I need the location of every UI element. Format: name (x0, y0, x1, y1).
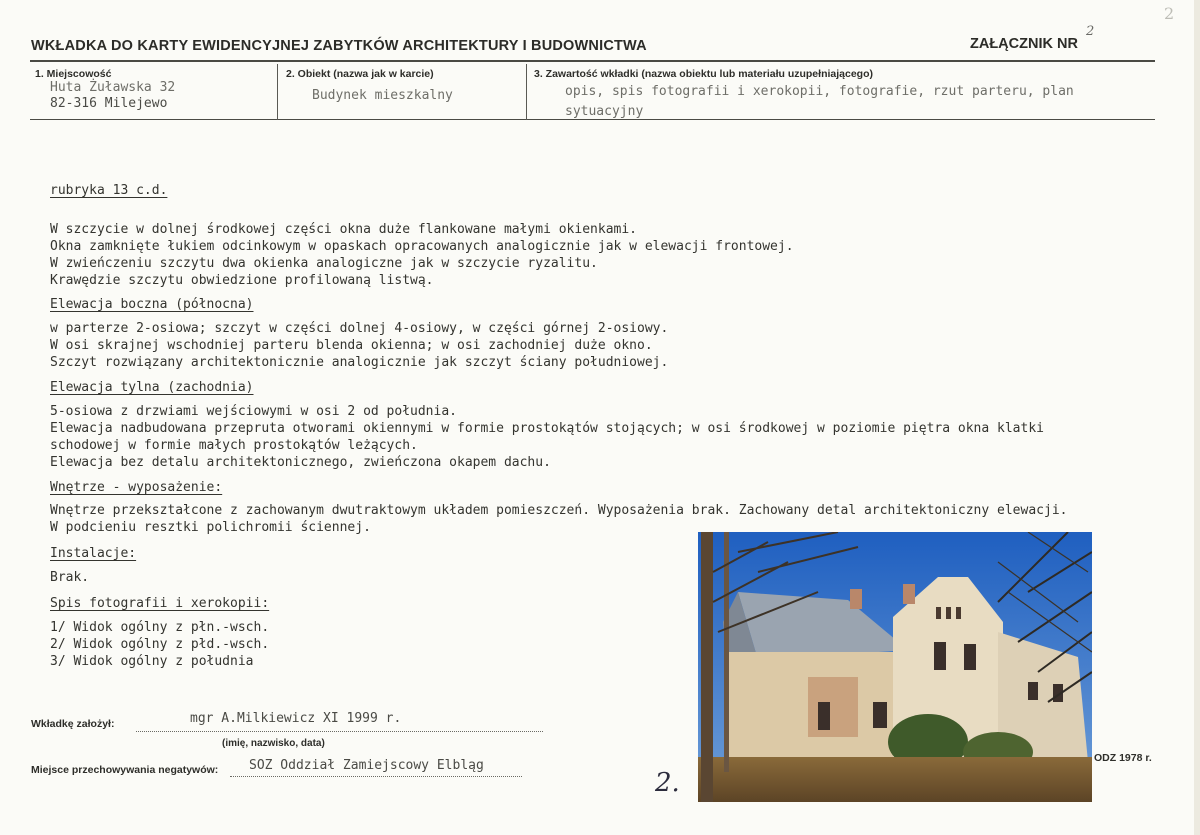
author-label: Wkładkę założył: (31, 718, 115, 730)
object-label: 2. Obiekt (nazwa jak w karcie) (286, 68, 434, 80)
object-value: Budynek mieszkalny (312, 88, 453, 103)
location-line-1: Huta Żuławska 32 (50, 80, 176, 95)
section-heading-side: Elewacja boczna (północna) (50, 297, 254, 312)
body-line: Wnętrze przekształcone z zachowanym dwutraktowym układem pomieszczeń. Wyposażenia brak. Zachowany detal architektoniczny elewacji. (50, 503, 1068, 518)
body-line: schodowej w formie małych prostokątów leżących. (50, 438, 418, 453)
body-line: W podcieniu resztki polichromii ściennej. (50, 520, 371, 535)
storage-label: Miejsce przechowywania negatywów: (31, 764, 219, 776)
body-line: Elewacja nadbudowana przepruta otworami okiennymi w formie prostokątów stojących; w osi środkowej w poziomie piętra okna klatki (50, 421, 1044, 436)
location-line-2: 82-316 Milejewo (50, 96, 168, 111)
header-top-rule (30, 60, 1155, 62)
form-title: WKŁADKA DO KARTY EWIDENCYJNEJ ZABYTKÓW ARCHITEKTURY I BUDOWNICTWA (31, 38, 647, 54)
attachment-label: ZAŁĄCZNIK NR (970, 36, 1078, 52)
author-dotted-line (136, 731, 543, 732)
photo-list-item: 1/ Widok ogólny z płn.-wsch. (50, 620, 270, 635)
body-line: W zwieńczeniu szczytu dwa okienka analogiczne jak w szczycie ryzalitu. (50, 256, 598, 271)
header-divider-2 (526, 64, 527, 120)
content-line-2: sytuacyjny (565, 104, 644, 119)
body-line: Elewacja bez detalu architektonicznego, zwieńczona okapem dachu. (50, 455, 551, 470)
body-line: Brak. (50, 570, 90, 585)
attachment-number: 2 (1086, 24, 1095, 39)
section-heading-install: Instalacje: (50, 546, 137, 561)
storage-dotted-line (230, 776, 522, 777)
body-line: W osi skrajnej wschodniej parteru blenda okienna; w osi zachodniej duże okno. (50, 338, 653, 353)
author-hint: (imię, nazwisko, data) (222, 738, 325, 749)
photo-list-item: 3/ Widok ogólny z południa (50, 654, 254, 669)
author-value: mgr A.Milkiewicz XI 1999 r. (190, 711, 402, 726)
form-code: ODZ 1978 r. (1094, 752, 1152, 764)
section-heading-interior: Wnętrze - wyposażenie: (50, 480, 223, 495)
body-line: Okna zamknięte łukiem odcinkowym w opaskach opracowanych analogicznie jak w elewacji frontowej. (50, 239, 794, 254)
photo-list-item: 2/ Widok ogólny z płd.-wsch. (50, 637, 270, 652)
handwritten-number: 2. (655, 768, 680, 798)
page-corner-number: 2 (1164, 4, 1175, 23)
section-heading-rear: Elewacja tylna (zachodnia) (50, 380, 254, 395)
section-heading-photos: Spis fotografii i xerokopii: (50, 596, 270, 611)
body-line: w parterze 2-osiowa; szczyt w części dolnej 4-osiowy, w części górnej 2-osiowy. (50, 321, 669, 336)
location-label: 1. Miejscowość (35, 68, 112, 80)
rubric-heading: rubryka 13 c.d. (50, 183, 168, 198)
body-line: 5-osiowa z drzwiami wejściowymi w osi 2 od południa. (50, 404, 457, 419)
house-photo-image (698, 532, 1092, 802)
paper-edge (1194, 0, 1200, 835)
body-line: W szczycie w dolnej środkowej części okna duże flankowane małymi okienkami. (50, 222, 637, 237)
house-photo (698, 532, 1092, 802)
content-label: 3. Zawartość wkładki (nazwa obiektu lub materiału uzupełniającego) (534, 68, 873, 80)
header-bottom-rule (30, 119, 1155, 120)
body-line: Szczyt rozwiązany architektonicznie analogicznie jak szczyt ściany południowej. (50, 355, 669, 370)
body-line: Krawędzie szczytu obwiedzione profilowaną listwą. (50, 273, 434, 288)
header-divider-1 (277, 64, 278, 120)
storage-value: SOZ Oddział Zamiejscowy Elbląg (249, 758, 484, 773)
content-line-1: opis, spis fotografii i xerokopii, fotografie, rzut parteru, plan (565, 84, 1074, 99)
